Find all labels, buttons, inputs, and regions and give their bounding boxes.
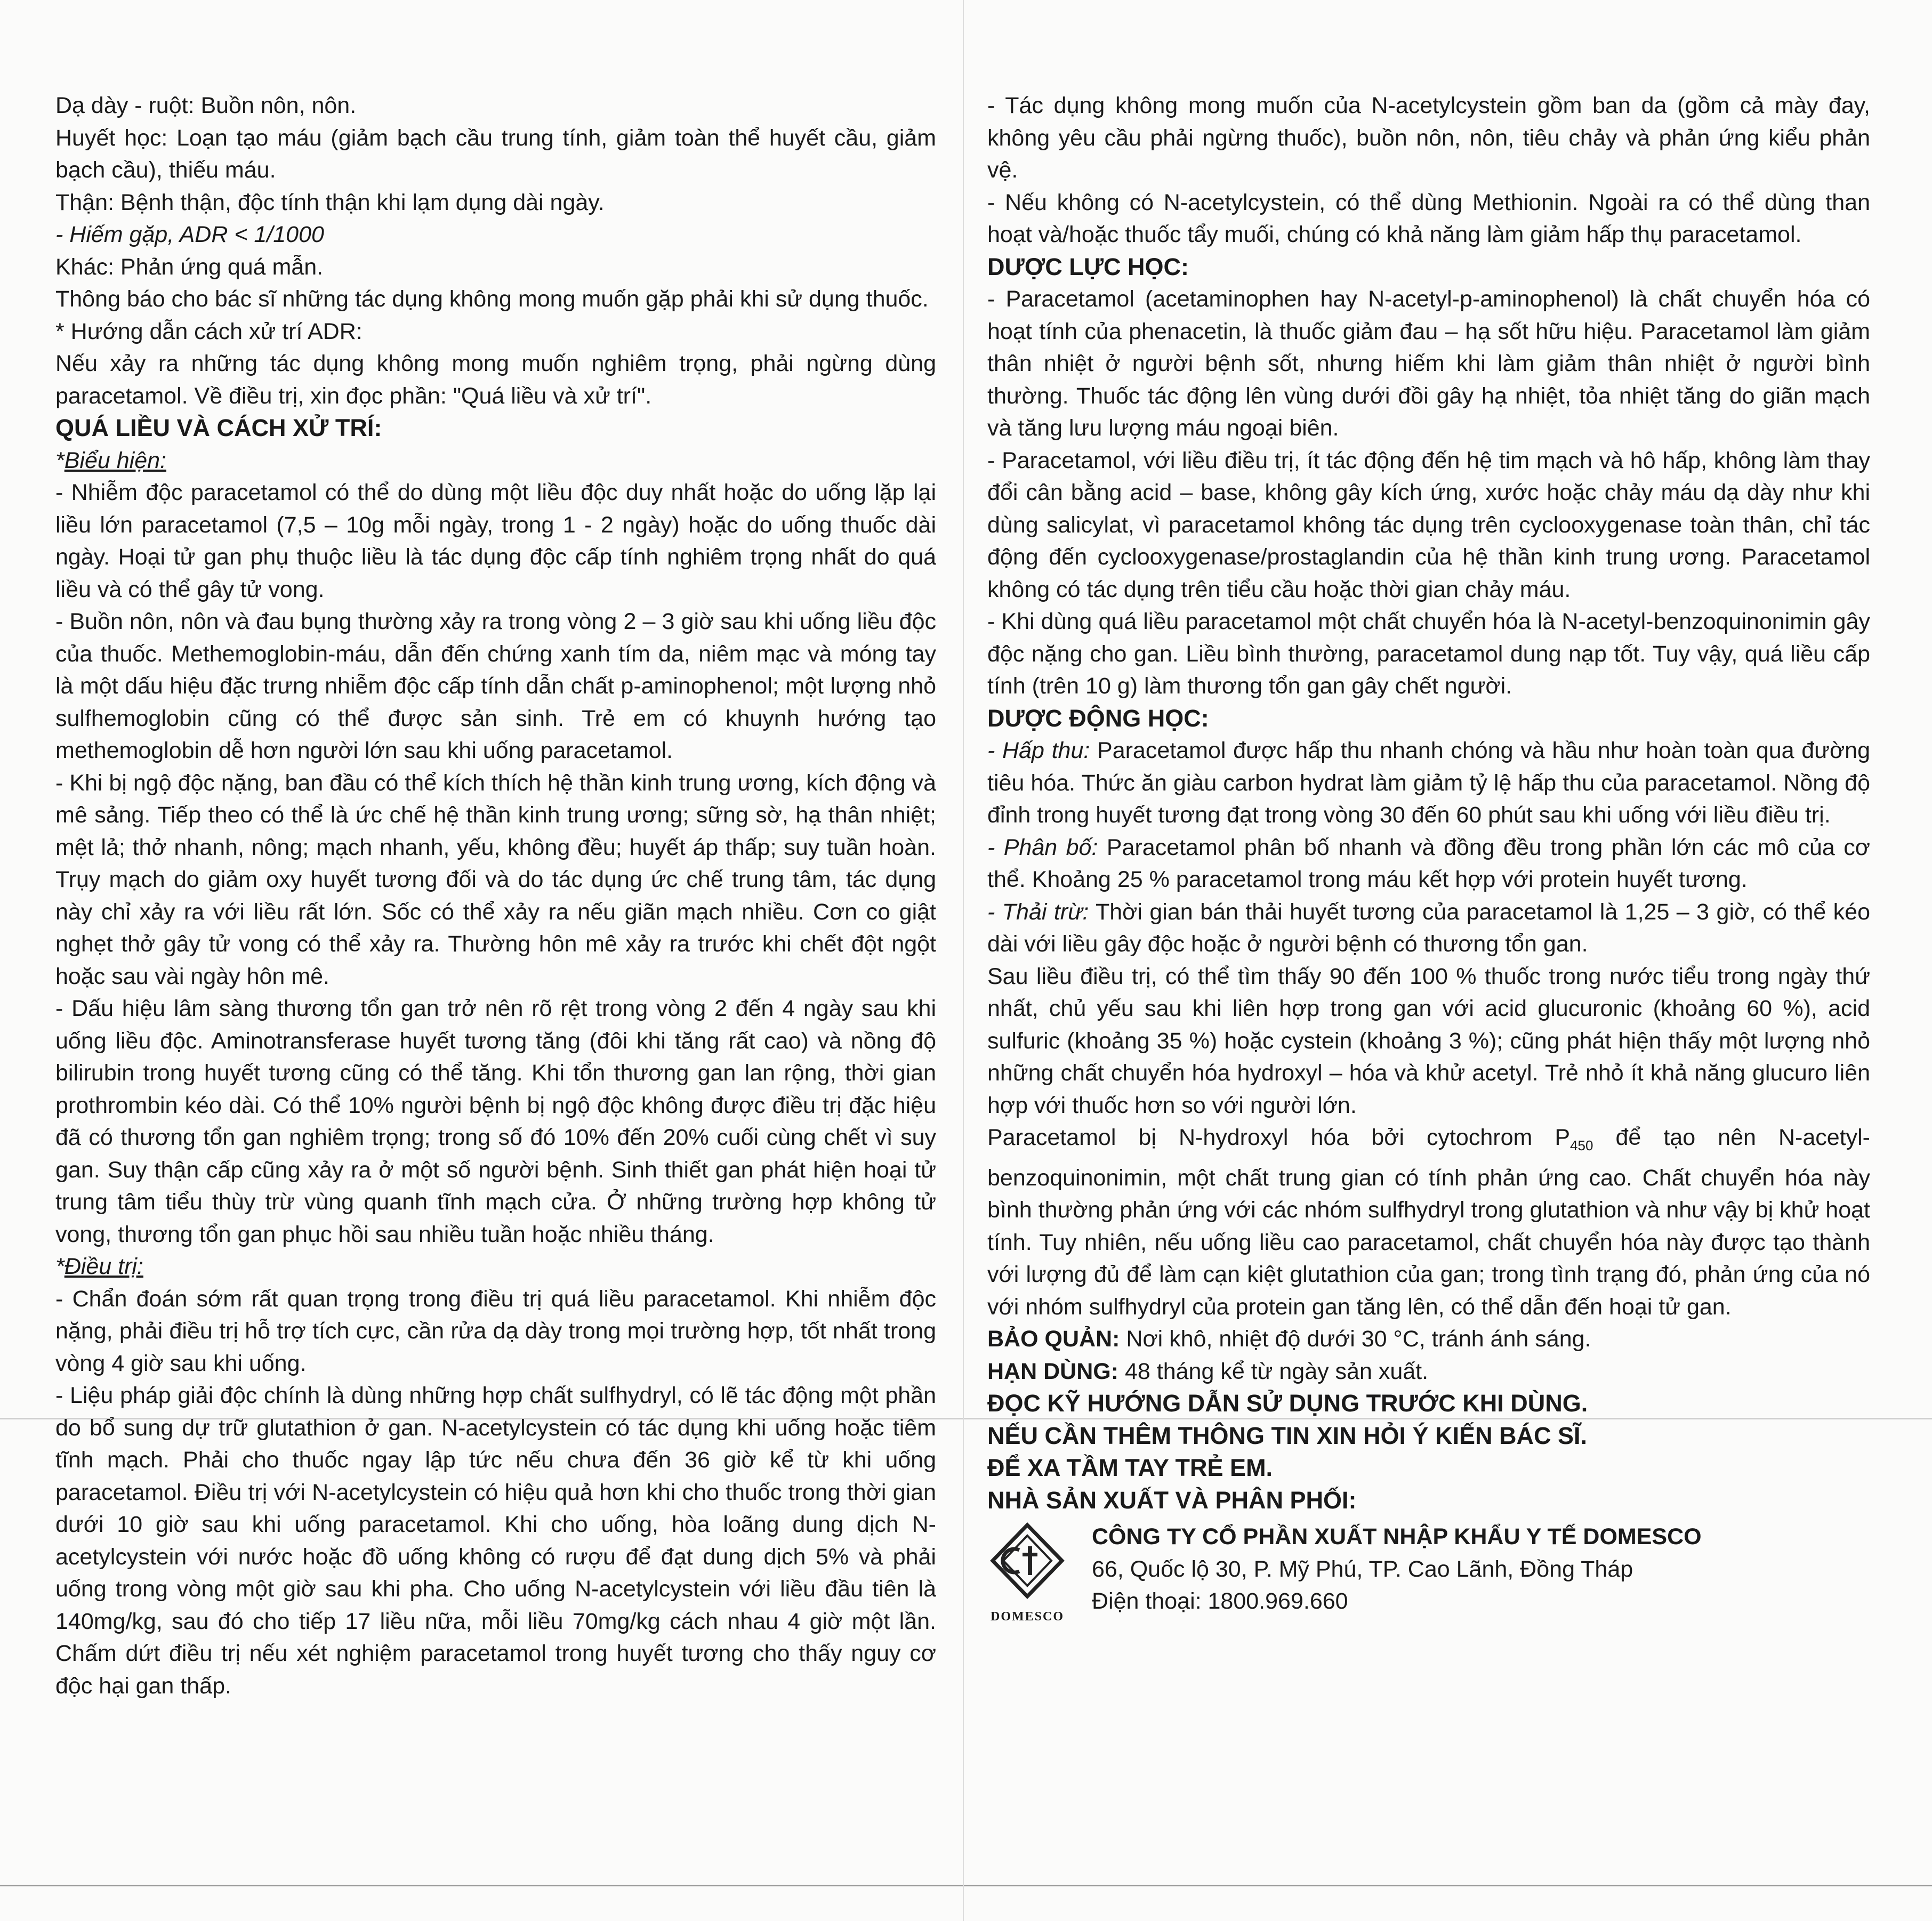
paragraph-metabolism [987, 1121, 1870, 1323]
label: BẢO QUẢN: [987, 1326, 1120, 1352]
paragraph: - Nếu không có N-acetylcystein, có thể dùng Methionin. Ngoài ra có thể dùng than hoạt và/hoặc thuốc tẩy muối, chúng có khả năng làm giảm hấp thụ paracetamol. [987, 189, 1870, 247]
paragraph-distribution [987, 832, 1870, 896]
paragraph: - Hiếm gặp, ADR < 1/1000 [55, 222, 324, 247]
text: Paracetamol phân bố nhanh và đồng đều trong phần lớn các mô của cơ thể. Khoảng 25 % paracetamol trong máu kết hợp với protein huyết tương. [987, 834, 1870, 892]
text: Paracetamol bị N-hydroxyl hóa bởi cytochrom P [987, 1125, 1571, 1150]
text: Paracetamol được hấp thu nhanh chóng và hầu như hoàn toàn qua đường tiêu hóa. Thức ăn giàu carbon hydrat làm giảm tỷ lệ hấp thu của paracetamol. Nồng độ đỉnh trong huyết tương đạt trong vòng 30 đến 60 phút sau khi uống với liều điều trị. [987, 738, 1870, 828]
warning-ask-doctor: NẾU CẦN THÊM THÔNG TIN XIN HỎI Ý KIẾN BÁC SĨ. [987, 1422, 1588, 1449]
warning-keep-away-children: ĐỂ XA TẦM TAY TRẺ EM. [987, 1454, 1273, 1481]
paragraph: - Chẩn đoán sớm rất quan trọng trong điều trị quá liều paracetamol. Khi nhiễm độc nặng, phải điều trị hỗ trợ tích cực, cần rửa dạ dày trong mọi trường hợp, tốt nhất trong vòng 4 giờ sau khi uống. [55, 1286, 936, 1376]
subheading-prefix: * [55, 447, 65, 473]
storage-line [987, 1323, 1870, 1355]
paragraph: Huyết học: Loạn tạo máu (giảm bạch cầu trung tính, giảm toàn thể huyết cầu, giảm bạch cầu), thiếu máu. [55, 125, 936, 183]
manufacturer-block [987, 1521, 1870, 1627]
company-name: CÔNG TY CỔ PHẦN XUẤT NHẬP KHẨU Y TẾ DOMESCO [1092, 1524, 1702, 1549]
section-heading-overdose: QUÁ LIỀU VÀ CÁCH XỬ TRÍ: [55, 414, 382, 441]
left-column [55, 90, 936, 1702]
right-column [987, 90, 1870, 1627]
warning-read-instructions: ĐỌC KỸ HƯỚNG DẪN SỬ DỤNG TRƯỚC KHI DÙNG. [987, 1390, 1588, 1417]
subheading-text: Điều trị: [64, 1254, 143, 1279]
paper-fold-line [0, 1885, 1932, 1886]
manufacturer-details [1092, 1521, 1870, 1618]
expiry-line [987, 1355, 1870, 1388]
text: 48 tháng kể từ ngày sản xuất. [1118, 1358, 1429, 1384]
paragraph: - Khi bị ngộ độc nặng, ban đầu có thể kích thích hệ thần kinh trung ương, kích động và mê sảng. Tiếp theo có thể là ức chế hệ thần kinh trung ương; sững sờ, hạ thân nhiệt; mệt lả; thở nhanh, nông; mạch nhanh, yếu, không đều; huyết áp thấp; suy tuần hoàn. Trụy mạch do giảm oxy huyết tương đối và do tác dụng ức chế trung tâm, tác dụng này chỉ xảy ra với liều rất lớn. Sốc có thể xảy ra nếu giãn mạch nhiều. Cơn co giật nghẹt thở gây tử vong có thể xảy ra. Thường hôn mê xảy ra trước khi chết đột ngột hoặc sau vài ngày hôn mê. [55, 770, 936, 989]
domesco-logo-icon [987, 1521, 1067, 1601]
maker-heading: NHÀ SẢN XUẤT VÀ PHÂN PHỐI: [987, 1486, 1357, 1514]
text: Thời gian bán thải huyết tương của paracetamol là 1,25 – 3 giờ, có thể kéo dài với liều gây độc hoặc ở người bệnh có thương tổn gan. [987, 899, 1870, 957]
paragraph: Thông báo cho bác sĩ những tác dụng không mong muốn gặp phải khi sử dụng thuốc. [55, 286, 929, 312]
paragraph-elimination [987, 896, 1870, 961]
label: - Hấp thu: [987, 738, 1090, 763]
paragraph: Thận: Bệnh thận, độc tính thận khi lạm dụng dài ngày. [55, 189, 605, 215]
text: Nơi khô, nhiệt độ dưới 30 °C, tránh ánh sáng. [1120, 1326, 1591, 1352]
paragraph-absorption [987, 735, 1870, 832]
paragraph: - Tác dụng không mong muốn của N-acetylcystein gồm ban da (gồm cả mày đay, không yêu cầu phải ngừng thuốc), buồn nôn, nôn, tiêu chảy và phản ứng kiểu phản vệ. [987, 93, 1870, 183]
subscript: 450 [1570, 1137, 1593, 1153]
subheading-signs [55, 445, 936, 477]
section-heading-pharmacodynamics: DƯỢC LỰC HỌC: [987, 253, 1189, 280]
label: - Phân bố: [987, 834, 1098, 860]
paper-fold-line [963, 0, 964, 1921]
paragraph: - Liệu pháp giải độc chính là dùng những hợp chất sulfhydryl, có lẽ tác động một phần do bổ sung dự trữ glutathion ở gan. N-acetylcystein có tác dụng khi uống hoặc tiêm tĩnh mạch. Phải cho thuốc ngay lập tức nếu chưa đến 36 giờ kể từ khi uống paracetamol. Điều trị với N-acetylcystein có hiệu quả hơn khi cho thuốc trong thời gian dưới 10 giờ sau khi uống paracetamol. Khi cho uống, hòa loãng dung dịch N-acetylcystein với nước hoặc đồ uống không có rượu để đạt dung dịch 5% và phải uống trong vòng một giờ sau khi pha. Cho uống N-acetylcystein với liều đầu tiên là 140mg/kg, sau đó cho tiếp 17 liều nữa, mỗi liều 70mg/kg cách nhau 4 giờ một lần. Chấm dứt điều trị nếu xét nghiệm paracetamol trong huyết tương cho thấy nguy cơ độc hại gan thấp. [55, 1383, 936, 1699]
paragraph: - Paracetamol (acetaminophen hay N-acetyl-p-aminophenol) là chất chuyển hóa có hoạt tính của phenacetin, là thuốc giảm đau – hạ sốt hữu hiệu. Paracetamol làm giảm thân nhiệt ở người bệnh sốt, nhưng hiếm khi làm giảm thân nhiệt ở người bình thường. Thuốc tác động lên vùng dưới đồi gây hạ nhiệt, tỏa nhiệt tăng do giãn mạch và tăng lưu lượng máu ngoại biên. [987, 286, 1870, 441]
company-address: 66, Quốc lộ 30, P. Mỹ Phú, TP. Cao Lãnh, Đồng Tháp [1092, 1556, 1633, 1582]
paragraph: Nếu xảy ra những tác dụng không mong muốn nghiêm trọng, phải ngừng dùng paracetamol. Về điều trị, xin đọc phần: "Quá liều và xử trí". [55, 351, 936, 409]
paragraph: - Nhiễm độc paracetamol có thể do dùng một liều độc duy nhất hoặc do uống lặp lại liều lớn paracetamol (7,5 – 10g mỗi ngày, trong 1 - 2 ngày) hoặc do uống thuốc dài ngày. Hoại tử gan phụ thuộc liều là tác dụng độc cấp tính nghiêm trọng nhất do quá liều và có thể gây tử vong. [55, 480, 936, 602]
subheading-text: Biểu hiện: [64, 447, 166, 473]
subheading-treatment [55, 1250, 936, 1283]
domesco-logo [987, 1521, 1067, 1627]
text: để tạo nên N-acetyl-benzoquinonimin, một chất trung gian có tính phản ứng cao. Chất chuyển hóa này bình thường phản ứng với các nhóm sulfhydryl trong glutathion và như vậy bị khử hoạt tính. Tuy nhiên, nếu uống liều cao paracetamol, chất chuyển hóa này được tạo thành với lượng đủ để làm cạn kiệt glutathion của gan; trong tình trạng đó, phản ứng của nó với nhóm sulfhydryl của protein gan tăng lên, có thể dẫn đến hoại tử gan. [987, 1125, 1870, 1320]
section-heading-pharmacokinetics: DƯỢC ĐỘNG HỌC: [987, 704, 1209, 732]
paragraph: - Khi dùng quá liều paracetamol một chất chuyển hóa là N-acetyl-benzoquinonimin gây độc nặng cho gan. Liều bình thường, paracetamol dung nạp tốt. Tuy vậy, quá liều cấp tính (trên 10 g) làm thương tổn gan gây chết người. [987, 609, 1870, 699]
company-phone: Điện thoại: 1800.969.660 [1092, 1588, 1348, 1614]
subheading-prefix: * [55, 1254, 65, 1279]
paragraph: - Buồn nôn, nôn và đau bụng thường xảy ra trong vòng 2 – 3 giờ sau khi uống liều độc của thuốc. Methemoglobin-máu, dẫn đến chứng xanh tím da, niêm mạc và móng tay là một dấu hiệu đặc trưng nhiễm độc cấp tính dẫn chất p-aminophenol; một lượng nhỏ sulfhemoglobin cũng có thể được sản sinh. Trẻ em có khuynh hướng tạo methemoglobin dễ hơn người lớn sau khi uống paracetamol. [55, 609, 936, 763]
paragraph: Khác: Phản ứng quá mẫn. [55, 254, 324, 280]
paragraph: - Dấu hiệu lâm sàng thương tổn gan trở nên rõ rệt trong vòng 2 đến 4 ngày sau khi uống liều độc. Aminotransferase huyết tương tăng (đôi khi tăng rất cao) và nồng độ bilirubin trong huyết tương cũng có thể tăng. Khi tổn thương gan lan rộng, thời gian prothrombin kéo dài. Có thể 10% người bệnh bị ngộ độc không được điều trị đặc hiệu đã có thương tổn gan nghiêm trọng; trong số đó 10% đến 20% cuối cùng chết vì suy gan. Suy thận cấp cũng xảy ra ở một số người bệnh. Sinh thiết gan phát hiện hoại tử trung tâm tiểu thùy trừ vùng quanh tĩnh mạch cửa. Ở những trường hợp không tử vong, thương tổn gan phục hồi sau nhiều tuần hoặc nhiều tháng. [55, 996, 936, 1247]
paragraph: Sau liều điều trị, có thể tìm thấy 90 đến 100 % thuốc trong nước tiểu trong ngày thứ nhất, chủ yếu sau khi liên hợp trong gan với acid glucuronic (khoảng 60 %), acid sulfuric (khoảng 35 %) hoặc cystein (khoảng 3 %); cũng phát hiện thấy một lượng nhỏ những chất chuyển hóa hydroxyl – hóa và khử acetyl. Trẻ nhỏ ít khả năng glucuro liên hợp với thuốc hơn so với người lớn. [987, 963, 1870, 1118]
logo-caption: DOMESCO [990, 1610, 1064, 1624]
paragraph: Dạ dày - ruột: Buồn nôn, nôn. [55, 93, 357, 118]
label: HẠN DÙNG: [987, 1358, 1119, 1384]
paragraph: - Paracetamol, với liều điều trị, ít tác động đến hệ tim mạch và hô hấp, không làm thay đổi cân bằng acid – base, không gây kích ứng, xước hoặc chảy máu dạ dày như khi dùng salicylat, vì paracetamol không tác dụng trên cyclooxygenase toàn thân, chỉ tác động đến cyclooxygenase/prostaglandin của hệ thần kinh trung ương. Paracetamol không có tác dụng trên tiểu cầu hoặc thời gian chảy máu. [987, 447, 1870, 602]
label: - Thải trừ: [987, 899, 1089, 925]
paragraph: * Hướng dẫn cách xử trí ADR: [55, 318, 363, 344]
